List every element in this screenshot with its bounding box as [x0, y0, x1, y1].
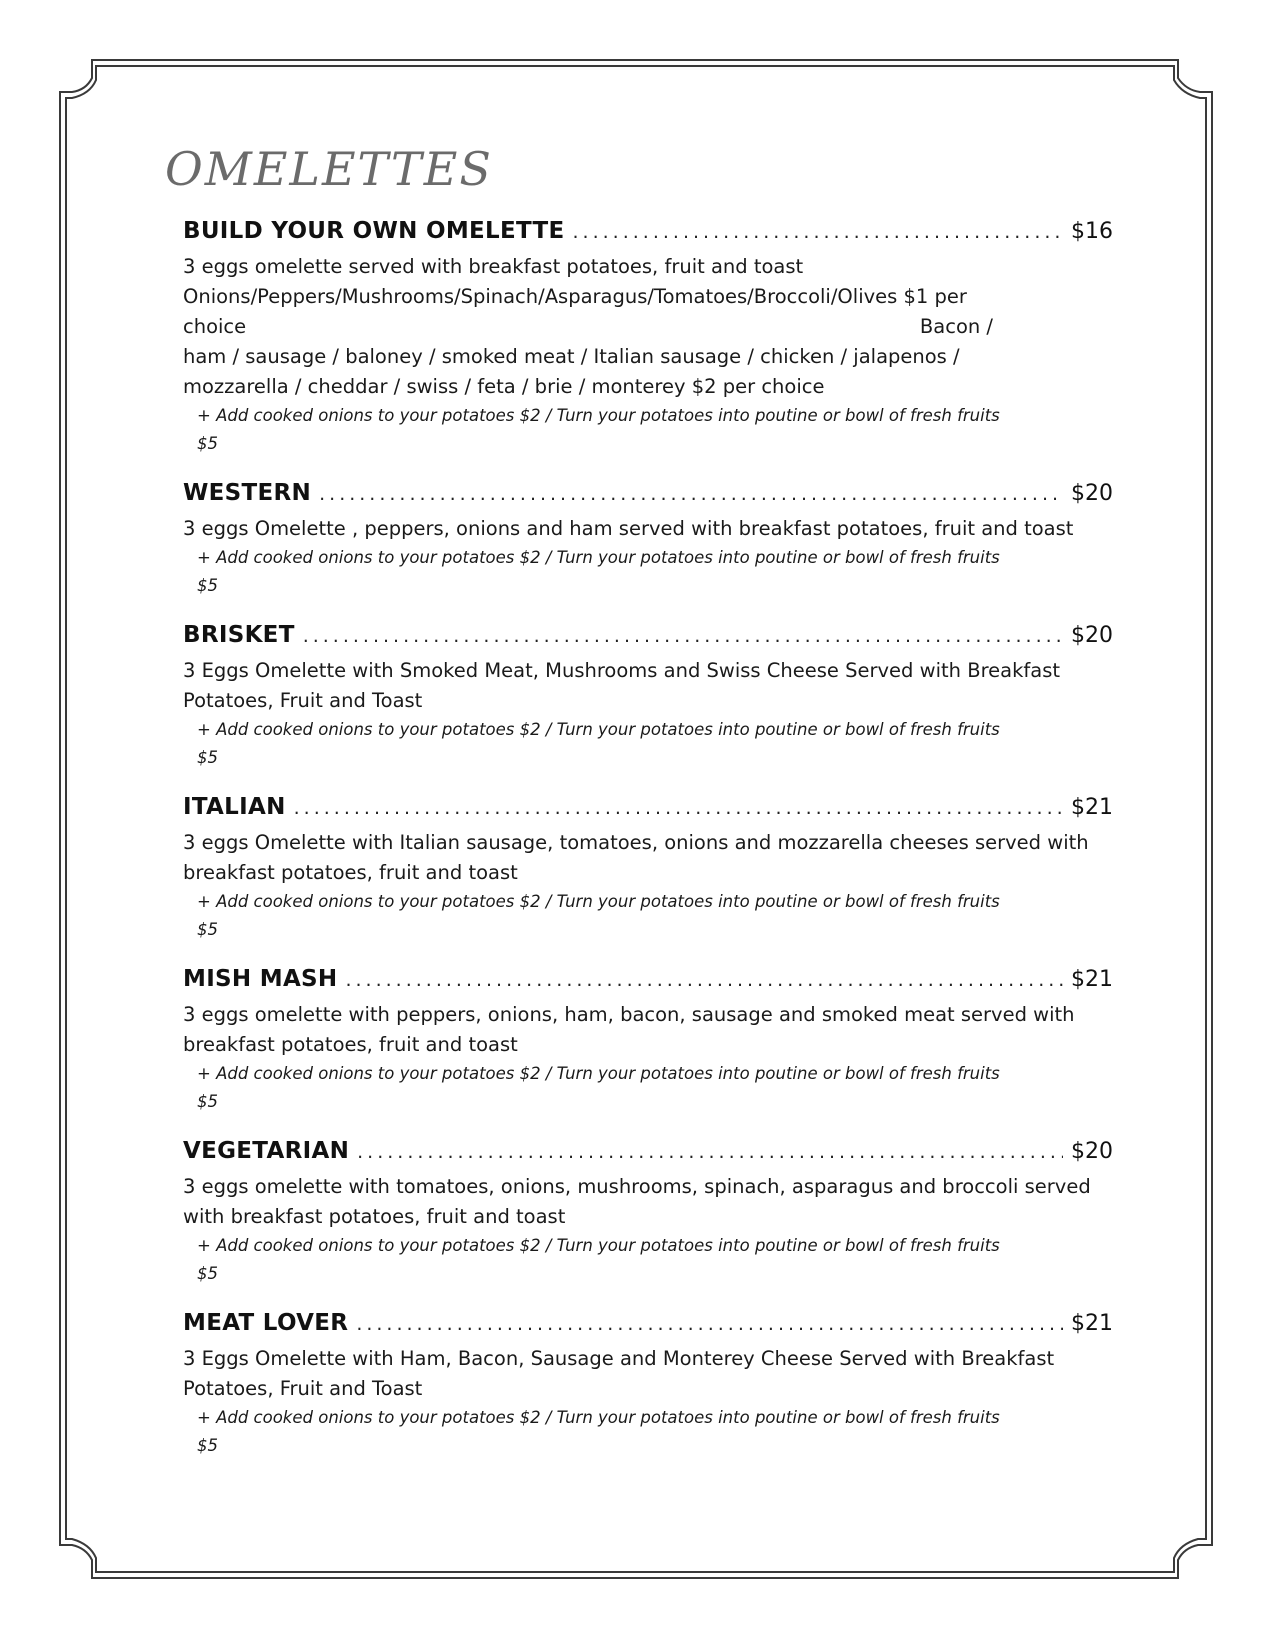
menu-item-brisket — [183, 622, 1113, 772]
item-price: $16 — [1071, 219, 1113, 244]
dot-leader — [357, 1141, 1063, 1163]
item-description: 3 eggs omelette served with breakfast potatoes, fruit and toast — [183, 255, 804, 278]
menu-item-meat-lover — [183, 1310, 1113, 1460]
dot-leader — [356, 1313, 1063, 1335]
item-header — [183, 794, 1113, 828]
menu-section — [165, 140, 1113, 1482]
item-header — [183, 480, 1113, 514]
item-description: 3 eggs Omelette with Italian sausage, tomatoes, onions and mozzarella cheeses served with breakfast potatoes, fruit and toast — [183, 831, 1089, 884]
addon-price: $5 — [197, 920, 218, 939]
addon-text: + Add cooked onions to your potatoes $2 / Turn your potatoes into poutine or bowl of fresh fruits — [197, 1408, 1000, 1427]
veggie-options-choice: choice — [183, 315, 247, 338]
addon-note — [183, 544, 1027, 600]
cheese-options: mozzarella / cheddar / swiss / feta / brie / monterey $2 per choice — [183, 375, 825, 398]
item-description: 3 eggs Omelette , peppers, onions and ham served with breakfast potatoes, fruit and toast — [183, 517, 1074, 540]
addon-text: + Add cooked onions to your potatoes $2 / Turn your potatoes into poutine or bowl of fresh fruits — [197, 720, 1000, 739]
item-name: WESTERN — [183, 480, 312, 506]
meat-options-start: Bacon / — [919, 315, 993, 338]
addon-note — [183, 1232, 1027, 1288]
dot-leader — [294, 797, 1063, 819]
item-description: 3 eggs omelette with peppers, onions, ham, bacon, sausage and smoked meat served with breakfast potatoes, fruit and toast — [183, 1003, 1075, 1056]
item-price: $20 — [1071, 623, 1113, 648]
veggie-options-cont — [183, 312, 1113, 342]
item-name: ITALIAN — [183, 794, 286, 820]
item-price: $21 — [1071, 795, 1113, 820]
item-header — [183, 1138, 1113, 1172]
addon-price: $5 — [197, 748, 218, 767]
addon-text: + Add cooked onions to your potatoes $2 / Turn your potatoes into poutine or bowl of fresh fruits — [197, 892, 1000, 911]
item-name: BUILD YOUR OWN OMELETTE — [183, 218, 565, 244]
menu-item-mish-mash — [183, 966, 1113, 1116]
section-title: OMELETTES — [165, 142, 493, 196]
addon-note — [183, 888, 1027, 944]
addon-price: $5 — [197, 1264, 218, 1283]
meat-options: ham / sausage / baloney / smoked meat / Italian sausage / chicken / jalapenos / — [183, 345, 960, 368]
addon-price: $5 — [197, 576, 218, 595]
addon-text: + Add cooked onions to your potatoes $2 / Turn your potatoes into poutine or bowl of fresh fruits — [197, 406, 1000, 425]
item-price: $21 — [1071, 967, 1113, 992]
menu-item-western — [183, 480, 1113, 600]
item-price: $20 — [1071, 1139, 1113, 1164]
item-price: $21 — [1071, 1311, 1113, 1336]
addon-note — [183, 716, 1027, 772]
dot-leader — [573, 221, 1063, 243]
addon-price: $5 — [197, 1092, 218, 1111]
item-header — [183, 218, 1113, 252]
item-header — [183, 1310, 1113, 1344]
addon-note — [183, 1060, 1027, 1116]
addon-note — [183, 1404, 1027, 1460]
addon-text: + Add cooked onions to your potatoes $2 / Turn your potatoes into poutine or bowl of fresh fruits — [197, 548, 1000, 567]
veggie-options: Onions/Peppers/Mushrooms/Spinach/Asparagus/Tomatoes/Broccoli/Olives $1 per — [183, 285, 967, 308]
item-header — [183, 966, 1113, 1000]
dot-leader — [319, 483, 1063, 505]
item-description: 3 Eggs Omelette with Ham, Bacon, Sausage and Monterey Cheese Served with Breakfast Potatoes, Fruit and Toast — [183, 1347, 1055, 1400]
item-name: BRISKET — [183, 622, 295, 648]
menu-item-vegetarian — [183, 1138, 1113, 1288]
addon-text: + Add cooked onions to your potatoes $2 / Turn your potatoes into poutine or bowl of fresh fruits — [197, 1064, 1000, 1083]
item-price: $20 — [1071, 481, 1113, 506]
dot-leader — [345, 969, 1063, 991]
menu-item-italian — [183, 794, 1113, 944]
dot-leader — [303, 625, 1063, 647]
menu-item-build-your-own — [183, 218, 1113, 458]
item-name: MEAT LOVER — [183, 1310, 349, 1336]
addon-text: + Add cooked onions to your potatoes $2 / Turn your potatoes into poutine or bowl of fresh fruits — [197, 1236, 1000, 1255]
item-description: 3 Eggs Omelette with Smoked Meat, Mushrooms and Swiss Cheese Served with Breakfast Potatoes, Fruit and Toast — [183, 659, 1061, 712]
item-description: 3 eggs omelette with tomatoes, onions, mushrooms, spinach, asparagus and broccoli served with breakfast potatoes, fruit and toast — [183, 1175, 1091, 1228]
addon-price: $5 — [197, 434, 218, 453]
item-name: MISH MASH — [183, 966, 338, 992]
item-header — [183, 622, 1113, 656]
addon-note — [183, 402, 1027, 458]
addon-price: $5 — [197, 1436, 218, 1455]
item-name: VEGETARIAN — [183, 1138, 350, 1164]
